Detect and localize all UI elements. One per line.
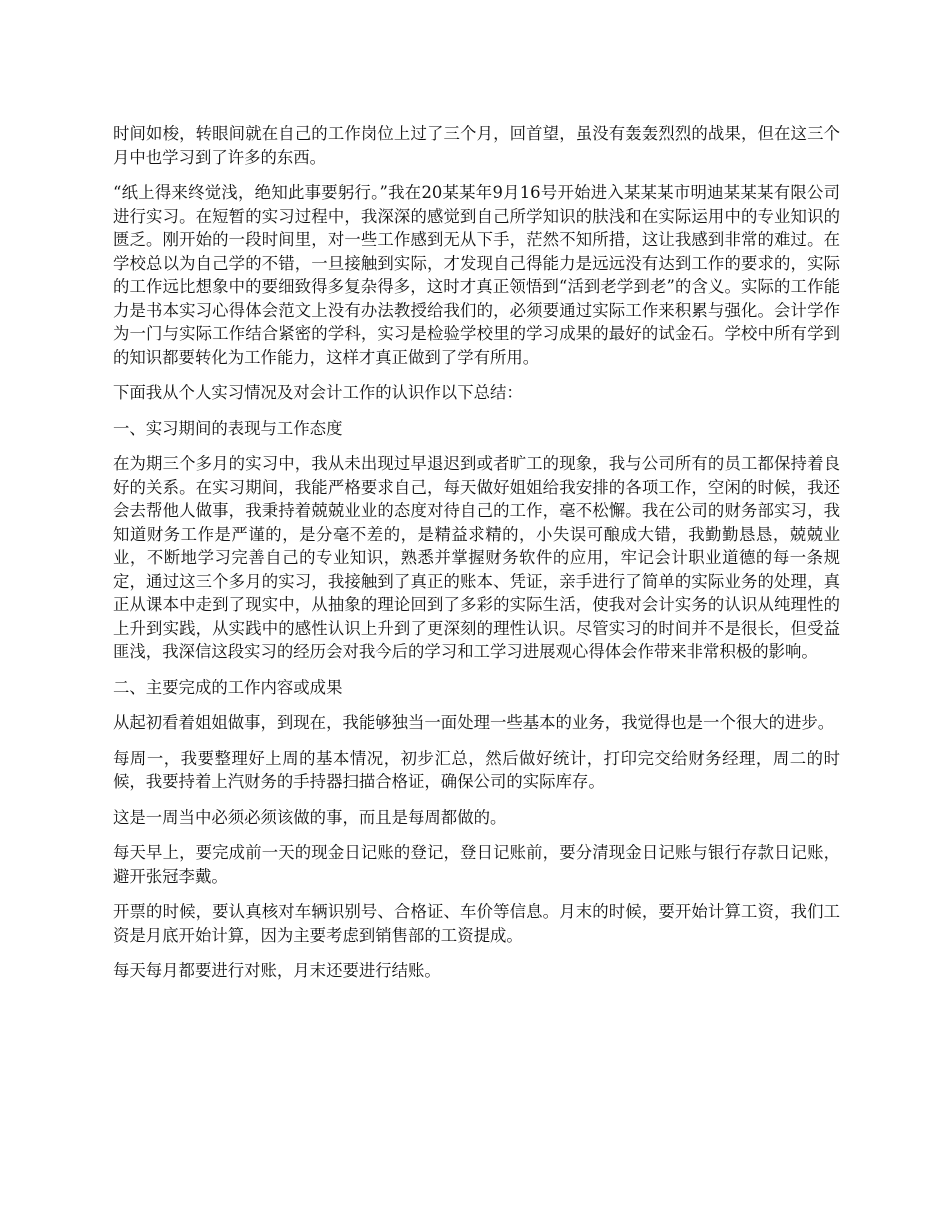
section-heading-2: 二、主要完成的工作内容或成果 [113, 677, 343, 697]
document-body [113, 122, 840, 995]
paragraph-monday: 每周一，我要整理好上周的基本情况，初步汇总，然后做好统计，打印完交给财务经理，周二的时候，我要持着上汽财务的手持器扫描合格证，确保公司的实际库存。 [113, 748, 840, 791]
paragraph-quote: “纸上得来终觉浅，绝知此事要躬行。”我在20某某年9月16号开始进入某某某市明迪某某某有限公司进行实习。在短暂的实习过程中，我深深的感觉到自己所学知识的肤浅和在实际运用中的专业知识的匮乏。刚开始的一段时间里，对一些工作感到无从下手，茫然不知所措，这让我感到非常的难过。在学校总以为自己学的不错，一旦接触到实际，才发现自己得能力是远远没有达到工作的要求的，实际的工作远比想象中的要细致得多复杂得多，这时才真正领悟到“活到老学到老”的含义。实际的工作能力是书本实习心得体会范文上没有办法教授给我们的，必须要通过实际工作来积累与强化。会计学作为一门与实际工作结合紧密的学科，实习是检验学校里的学习成果的最好的试金石。学校中所有学到的知识都要转化为工作能力，这样才真正做到了学有所用。 [113, 183, 840, 367]
paragraph-intro: 时间如梭，转眼间就在自己的工作岗位上过了三个月，回首望，虽没有轰轰烈烈的战果，但在这三个月中也学习到了许多的东西。 [113, 124, 840, 167]
paragraph-daily: 每天早上，要完成前一天的现金日记账的登记，登日记账前，要分清现金日记账与银行存款日记账，避开张冠李戴。 [113, 843, 840, 886]
paragraph-progress: 从起初看着姐姐做事，到现在，我能够独当一面处理一些基本的业务，我觉得也是一个很大的进步。 [113, 713, 835, 732]
paragraph-weekly: 这是一周当中必须必须该做的事，而且是每周都做的。 [113, 807, 507, 827]
paragraph-invoice: 开票的时候，要认真核对车辆识别号、合格证、车价等信息。月末的时候，要开始计算工资，我们工资是月底开始计算，因为主要考虑到销售部的工资提成。 [113, 902, 840, 945]
paragraph-summary-lead: 下面我从个人实习情况及对会计工作的认识作以下总结： [113, 383, 523, 402]
section-heading-1: 一、实习期间的表现与工作态度 [113, 418, 343, 438]
paragraph-performance: 在为期三个多月的实习中，我从未出现过早退迟到或者旷工的现象，我与公司所有的员工都保持着良好的关系。在实习期间，我能严格要求自己，每天做好姐姐给我安排的各项工作，空闲的时候，我还会去帮他人做事，我秉持着兢兢业业的态度对待自己的工作，毫不松懈。我在公司的财务部实习，我知道财务工作是严谨的，是分毫不差的，是精益求精的，小失误可酿成大错，我勤勤恳恳，兢兢业业，不断地学习完善自己的专业知识，熟悉并掌握财务软件的应用，牢记会计职业道德的每一条规定，通过这三个多月的实习，我接触到了真正的账本、凭证，亲手进行了简单的实际业务的处理，真正从课本中走到了现实中，从抽象的理论回到了多彩的实际生活，使我对会计实务的认识从纯理性的上升到实践，从实践中的感性认识上升到了更深刻的理性认识。尽管实习的时间并不是很长，但受益匪浅，我深信这段实习的经历会对我今后的学习和工学习进展观心得体会作带来非常积极的影响。 [113, 454, 840, 661]
paragraph-reconcile: 每天每月都要进行对账，月末还要进行结账。 [113, 961, 441, 980]
